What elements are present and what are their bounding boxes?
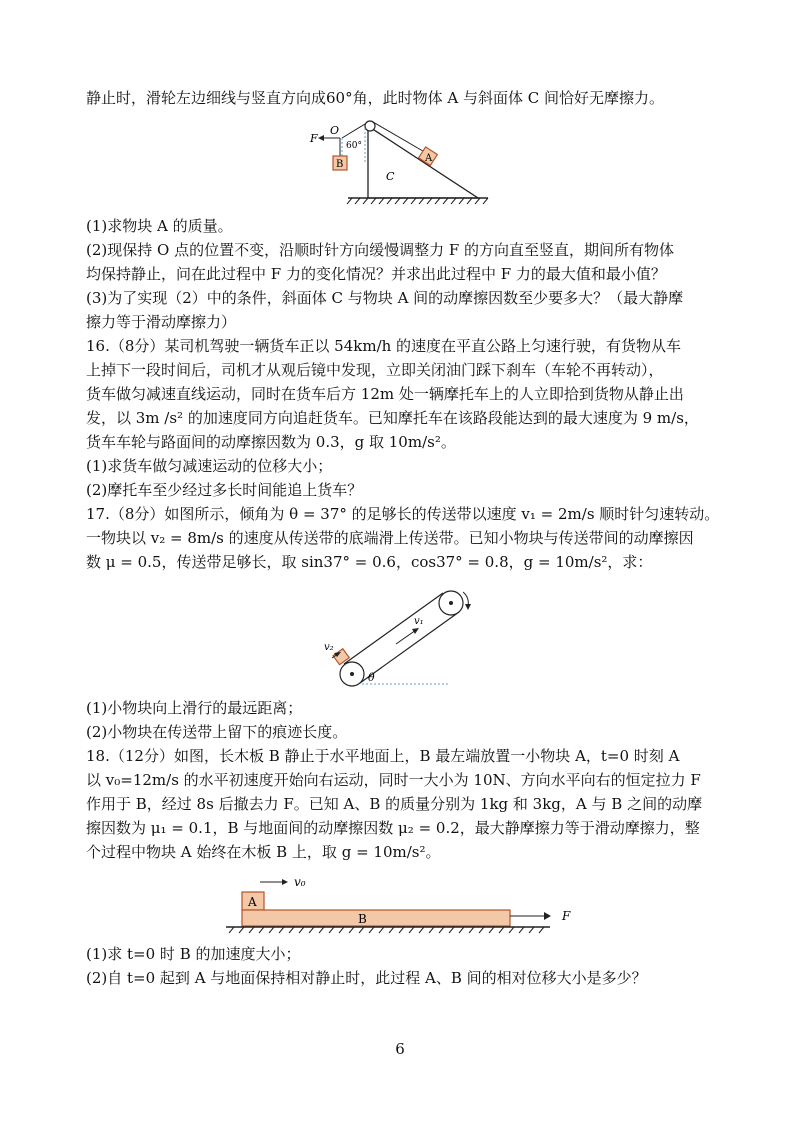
theta-label: θ — [368, 671, 375, 684]
text-line: (1)求 t=0 时 B 的加速度大小； — [86, 945, 301, 963]
plank-figure — [220, 870, 590, 940]
text-line: (1)求货车做匀减速运动的位移大小； — [86, 457, 333, 475]
angle-label: 60° — [346, 141, 362, 151]
text-line: 发，以 3m /s² 的加速度同方向追赶货车。已知摩托车在该路段能达到的最大速度为 9 m/s， — [86, 409, 699, 427]
text-line: 一物块以 v₂ = 8m/s 的速度从传送带的底端滑上传送带。已知小物块与传送带间的动摩擦因 — [86, 529, 694, 547]
text-line: 静止时，滑轮左边细线与竖直方向成60°角，此时物体 A 与斜面体 C 间恰好无摩擦力。 — [86, 89, 664, 107]
v2-label: v₂ — [324, 642, 334, 653]
text-line: 17.（8分）如图所示，倾角为 θ = 37° 的足够长的传送带以速度 v₁ = 2m/s 顺时针匀速转动。 — [86, 505, 720, 523]
text-line: 数 μ = 0.5，传送带足够长，取 sin37° = 0.6，cos37° = 0.8，g = 10m/s²，求： — [86, 553, 653, 571]
pulley-incline-figure — [300, 118, 500, 206]
point-o-label: O — [330, 124, 340, 137]
plank-b-label: B — [358, 912, 367, 926]
block-a-label: A — [425, 153, 433, 164]
page-number: 6 — [395, 1040, 405, 1058]
text-line: 擦因数为 μ₁ = 0.1，B 与地面间的动摩擦因数 μ₂ = 0.2，最大静摩擦力等于滑动摩擦力，整 — [86, 819, 700, 837]
text-line: (2)小物块在传送带上留下的痕迹长度。 — [86, 723, 348, 741]
text-line: 作用于 B，经过 8s 后撤去力 F。已知 A、B 的质量分别为 1kg 和 3kg，A 与 B 之间的动摩 — [86, 795, 703, 813]
text-line: 16.（8分）某司机驾驶一辆货车正以 54km/h 的速度在平直公路上匀速行驶，有货物从车 — [86, 337, 682, 355]
text-line: 擦力等于滑动摩擦力） — [86, 313, 237, 331]
text-line: 货车做匀减速直线运动，同时在货车后方 12m 处一辆摩托车上的人立即拾到货物从静止出 — [86, 385, 684, 403]
v1-label: v₁ — [414, 616, 424, 627]
wedge-c-label: C — [386, 170, 395, 183]
force-f-label: F — [562, 909, 571, 923]
text-line: (2)现保持 O 点的位置不变，沿顺时针方向缓慢调整力 F 的方向直至竖直，期间所有物体 — [86, 241, 675, 259]
block-a-label: A — [248, 895, 257, 909]
text-line: (3)为了实现（2）中的条件，斜面体 C 与物块 A 间的动摩擦因数至少要多大？（最大静摩 — [86, 289, 684, 307]
text-line: 个过程中物块 A 始终在木板 B 上，取 g = 10m/s²。 — [86, 843, 441, 861]
v0-label: v₀ — [294, 875, 306, 889]
text-line: 以 v₀=12m/s 的水平初速度开始向右运动，同时一大小为 10N、方向水平向右的恒定拉力 F — [86, 771, 701, 789]
text-line: (1)小物块向上滑行的最远距离； — [86, 699, 303, 717]
text-line: 18.（12分）如图，长木板 B 静止于水平地面上，B 最左端放置一小物块 A，t=0 时刻 A — [86, 747, 680, 765]
text-line: 均保持静止，问在此过程中 F 力的变化情况？并求出此过程中 F 力的最大值和最小值？ — [86, 265, 666, 283]
text-line: 货车车轮与路面间的动摩擦因数为 0.3，g 取 10m/s²。 — [86, 433, 456, 451]
text-line: 上掉下一段时间后，司机才从观后镜中发现，立即关闭油门踩下刹车（车轮不再转动）， — [86, 361, 664, 379]
force-f-label: F — [310, 132, 318, 145]
text-line: (2)自 t=0 起到 A 与地面保持相对静止时，此过程 A、B 间的相对位移大小是多少？ — [86, 969, 647, 987]
text-line: (2)摩托车至少经过多长时间能追上货车？ — [86, 481, 363, 499]
text-line: (1)求物块 A 的质量。 — [86, 217, 233, 235]
conveyor-figure — [318, 584, 488, 694]
block-b-label: B — [336, 159, 344, 170]
